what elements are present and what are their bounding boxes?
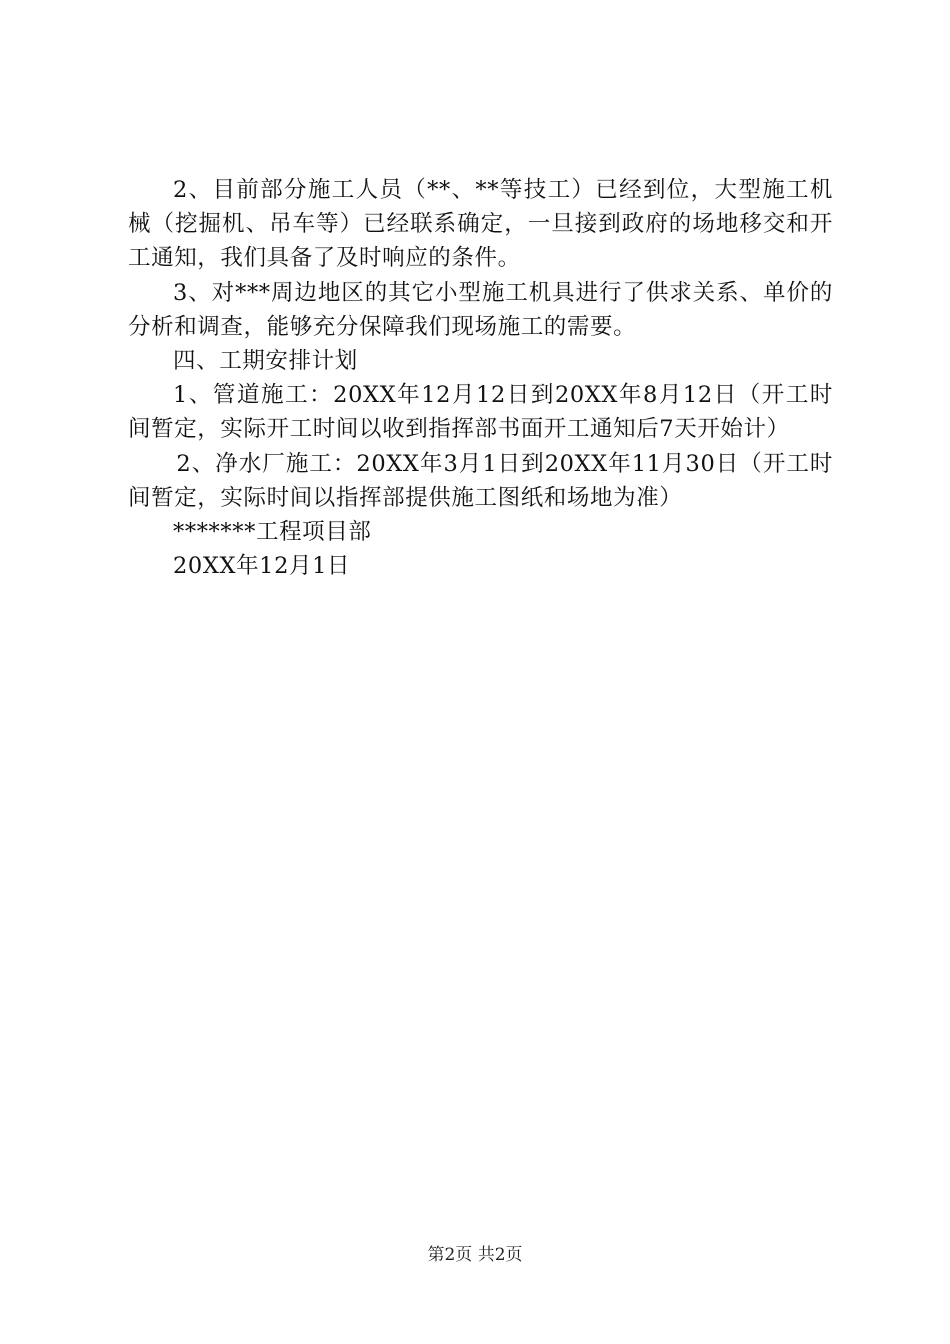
document-body: [128, 173, 833, 583]
signature-department: *******工程项目部: [173, 519, 372, 546]
page-footer: 第2页 共2页: [427, 1245, 523, 1265]
signature-date: 20XX年12月1日: [173, 553, 351, 580]
paragraph-pipeline-schedule: 1、管道施工：20XX年12月12日到20XX年8月12日（开工时间暂定，实际开工时间以收到指挥部书面开工通知后7天开始计）: [128, 382, 833, 443]
paragraph-equipment-survey: 3、对***周边地区的其它小型施工机具进行了供求关系、单价的分析和调查，能够充分保障我们现场施工的需要。: [128, 279, 833, 340]
section-heading-schedule: 四、工期安排计划: [173, 348, 358, 375]
paragraph-water-plant-schedule: 2、净水厂施工：20XX年3月1日到20XX年11月30日（开工时间暂定，实际时间以指挥部提供施工图纸和场地为准）: [128, 450, 833, 511]
paragraph-staff-machinery: 2、目前部分施工人员（**、**等技工）已经到位，大型施工机械（挖掘机、吊车等）已经联系确定，一旦接到政府的场地移交和开工通知，我们具备了及时响应的条件。: [128, 177, 833, 272]
